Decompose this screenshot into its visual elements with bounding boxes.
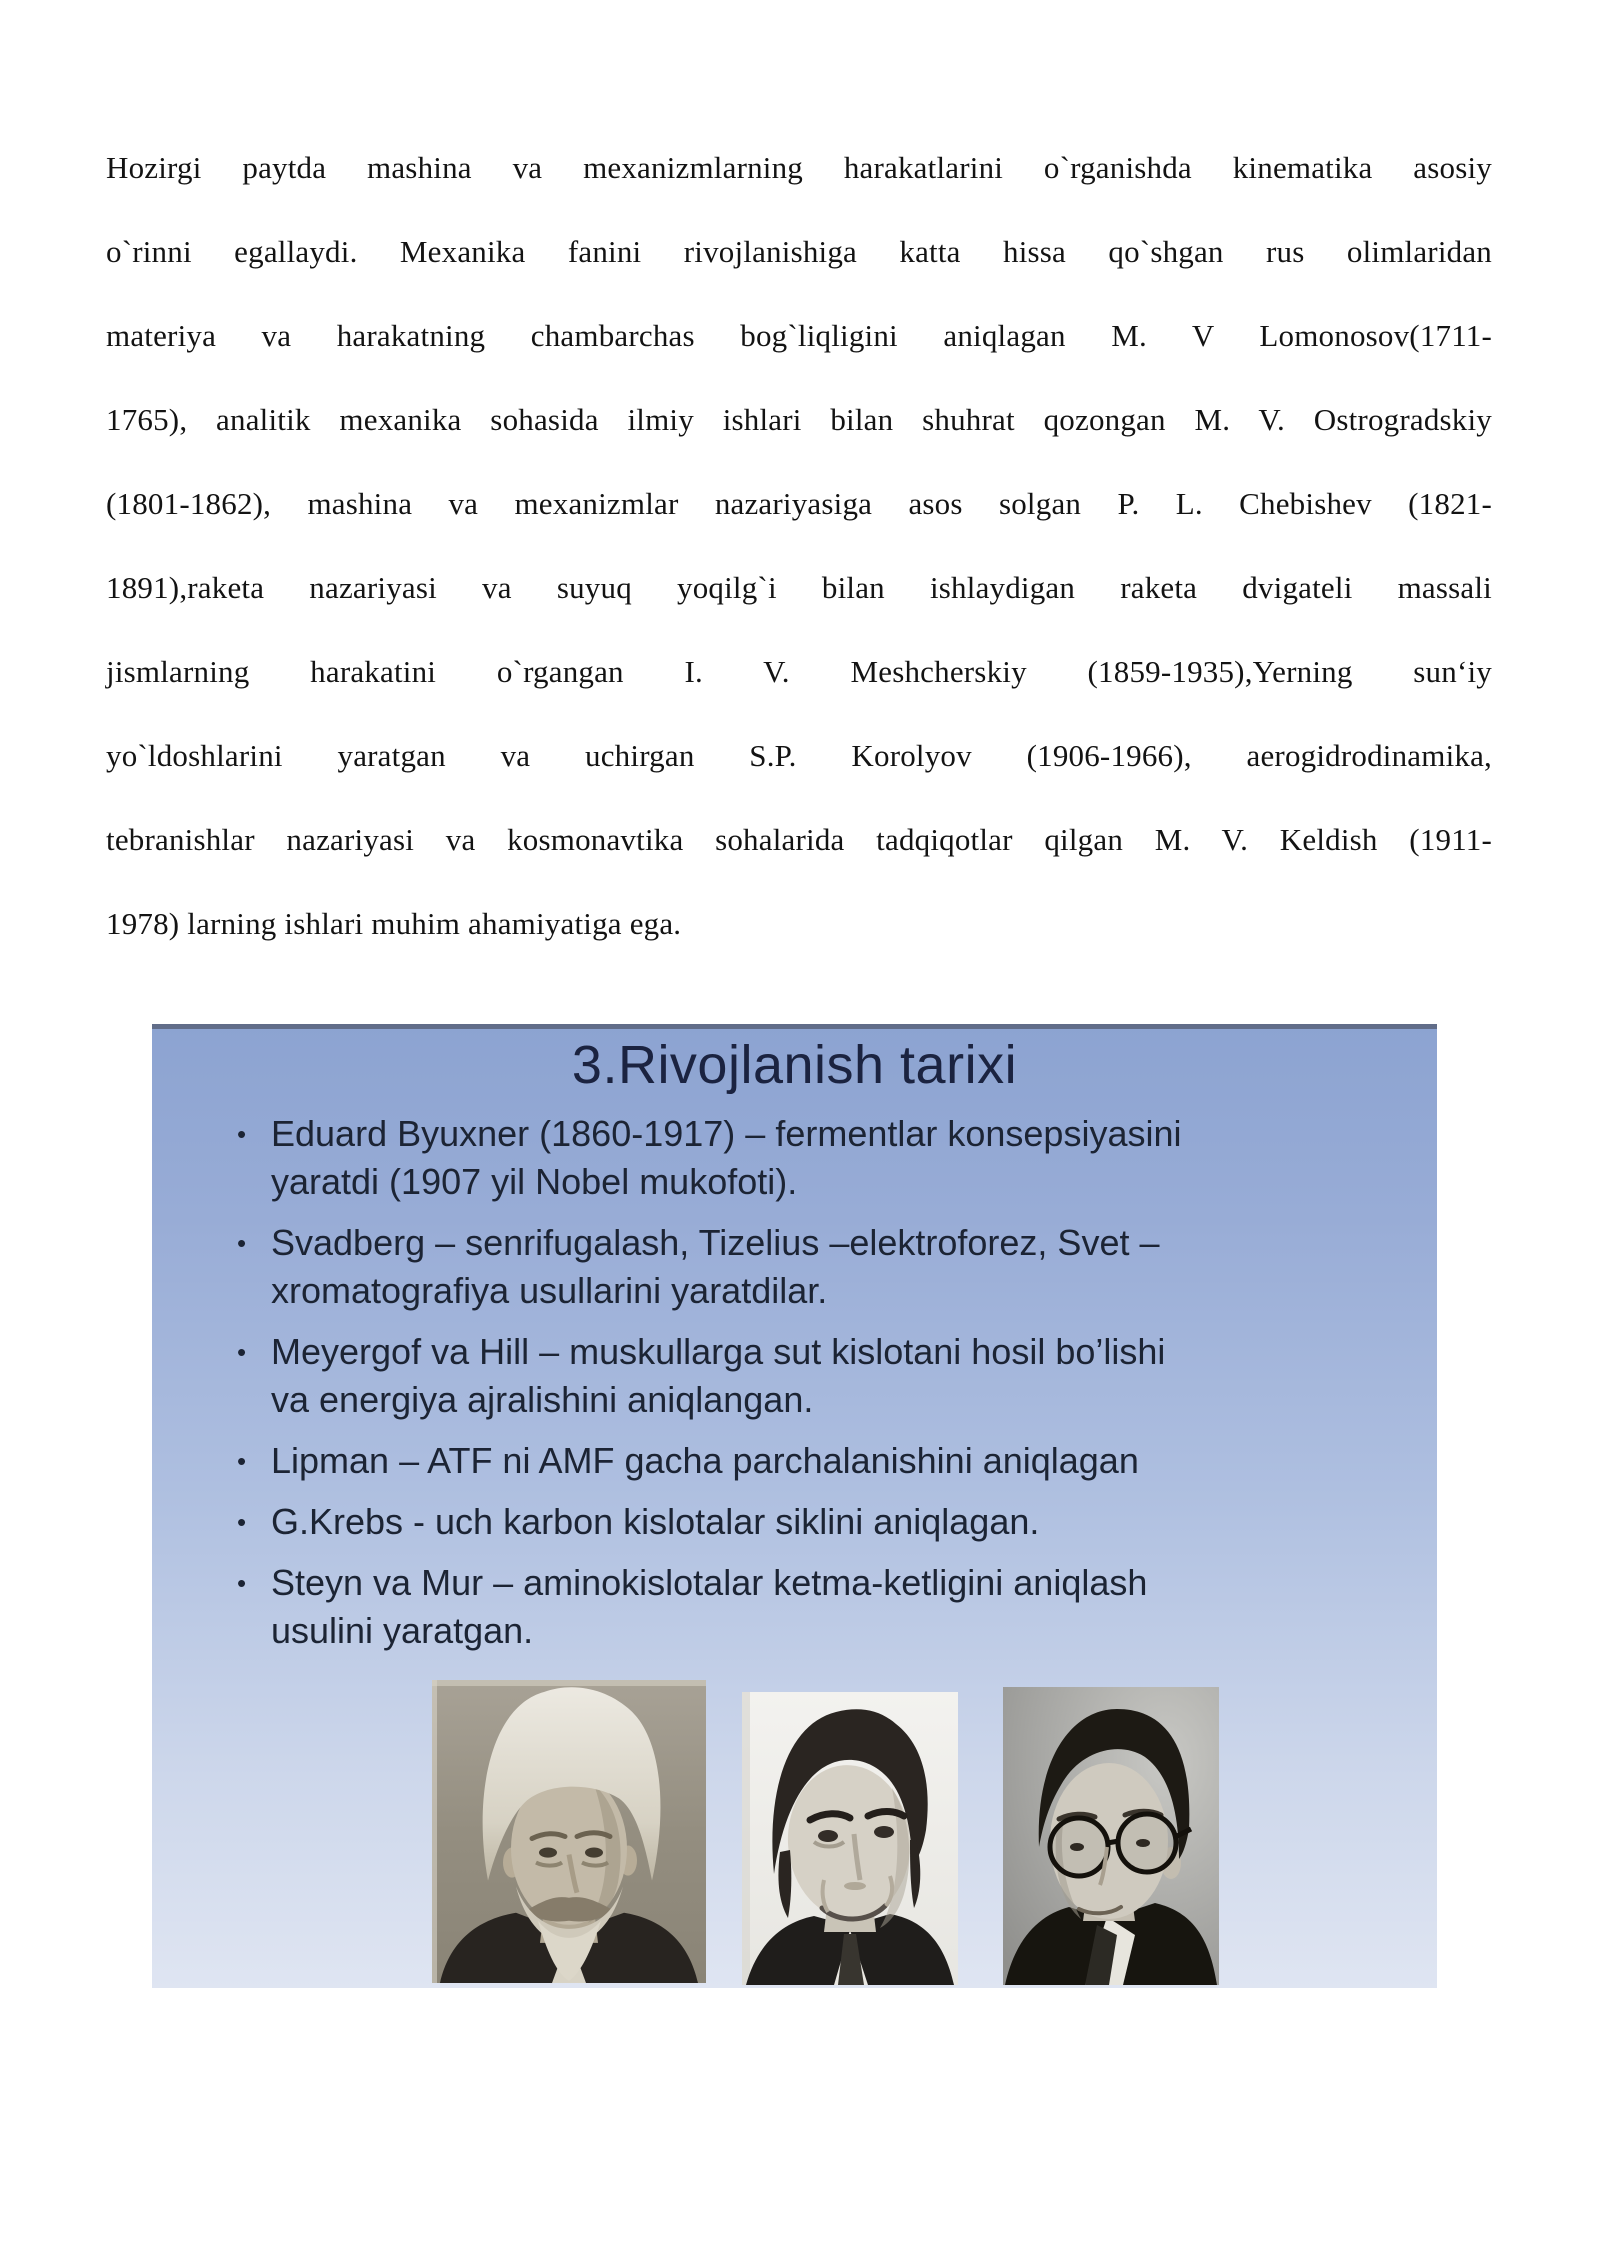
bullet-item [237, 1219, 1382, 1315]
slide-image [152, 1024, 1437, 1988]
paragraph-line: jismlarning harakatini o`rgangan I. V. Meshcherskiy (1859-1935),Yerning sun‘iy [106, 654, 1492, 689]
paragraph-line: tebranishlar nazariyasi va kosmonavtika sohalarida tadqiqotlar qilgan M. V. Keldish (1911- [106, 822, 1492, 857]
portrait-photo-3 [1003, 1687, 1219, 1985]
paragraph-line: (1801-1862), mashina va mexanizmlar nazariyasiga asos solgan P. L. Chebishev (1821- [106, 486, 1492, 521]
paragraph-line: 1765), analitik mexanika sohasida ilmiy ishlari bilan shuhrat qozongan M. V. Ostrogradskiy [106, 402, 1492, 437]
paragraph-line: Hozirgi paytda mashina va mexanizmlarning harakatlarini o`rganishda kinematika asosiy [106, 150, 1492, 185]
body-paragraph [106, 126, 1492, 966]
bullet-line: Svadberg – senrifugalash, Tizelius –elektroforez, Svet – [271, 1222, 1160, 1263]
bullet-marker: • [237, 1228, 247, 1258]
slide-title: 3.Rivojlanish tarixi [571, 1035, 1018, 1095]
paragraph-line: materiya va harakatning chambarchas bog`liqligini aniqlagan M. V Lomonosov(1711- [106, 318, 1492, 353]
portrait-photo-2 [742, 1692, 958, 1985]
bullet-item [237, 1110, 1382, 1206]
bullet-line: usulini yaratgan. [271, 1610, 534, 1651]
bullet-item [237, 1328, 1382, 1424]
bullet-line: yaratdi (1907 yil Nobel mukofoti). [271, 1161, 798, 1202]
bullet-line: Steyn va Mur – aminokislotalar ketma-ketligini aniqlash [271, 1562, 1148, 1603]
portrait-photo-2-graphic [742, 1692, 958, 1985]
paragraph-line: o`rinni egallaydi. Mexanika fanini rivojlanishiga katta hissa qo`shgan rus olimlaridan [106, 234, 1492, 269]
paragraph-line: 1978) larning ishlari muhim ahamiyatiga ega. [106, 906, 682, 941]
paragraph-line: yo`ldoshlarini yaratgan va uchirgan S.P. Korolyov (1906-1966), aerogidrodinamika, [106, 738, 1492, 773]
bullet-line: va energiya ajralishini aniqlangan. [271, 1379, 814, 1420]
bullet-marker: • [237, 1507, 247, 1537]
bullet-marker: • [237, 1337, 247, 1367]
bullet-item [237, 1559, 1382, 1655]
bullet-list [237, 1110, 1382, 1668]
bullet-item [237, 1498, 1382, 1546]
bullet-line: Meyergof va Hill – muskullarga sut kislotani hosil bo’lishi [271, 1331, 1166, 1372]
portrait-photo-3-graphic [1003, 1687, 1219, 1985]
bullet-marker: • [237, 1446, 247, 1476]
bullet-marker: • [237, 1568, 247, 1598]
bullet-marker: • [237, 1119, 247, 1149]
paragraph-line: 1891),raketa nazariyasi va suyuq yoqilg`i bilan ishlaydigan raketa dvigateli massali [106, 570, 1492, 605]
bullet-line: Eduard Byuxner (1860-1917) – fermentlar konsepsiyasini [271, 1113, 1182, 1154]
bullet-line: Lipman – ATF ni AMF gacha parchalanishini aniqlagan [271, 1440, 1139, 1481]
bullet-line: G.Krebs - uch karbon kislotalar siklini aniqlagan. [271, 1501, 1040, 1542]
portrait-photo-1 [432, 1680, 706, 1983]
bullet-item [237, 1437, 1382, 1485]
portrait-photo-1-graphic [432, 1680, 706, 1983]
bullet-line: xromatografiya usullarini yaratdilar. [271, 1270, 828, 1311]
